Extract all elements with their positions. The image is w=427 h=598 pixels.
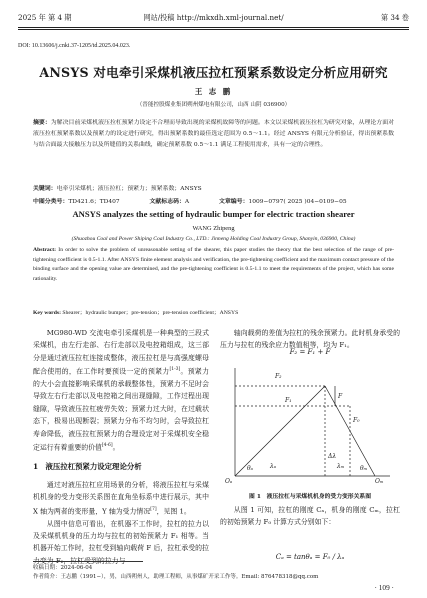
force-deformation-figure [225,364,395,484]
label-lambda-m: λₘ [337,463,345,470]
abstract-cn-text: 为解决目前采煤机液压拉杠预紧力设定不合理而导致出现的采煤机故障等的问题。本文以采煤机液压拉杠为研究对象，从理论方面对液压拉杠预紧系数以及预紧力的设定进行研究，得出预紧系数的最佳选定范围为 0.5～1.1。经过 ANSYS 有限元分析验证，得出预紧系数与结合面最大接触压力以及所缝值的关系曲线，确定预紧系数 0.5～1.1 满足工程使用需求，具有一定的合理性。 [33,120,395,148]
abstract-en [33,246,394,284]
intro-paragraph: MG980-WD 交流电牵引采煤机是一种典型的三段式采煤机，由左行走部、右行走部以及电控箱组成，这三部分是通过液压拉杠连接成整体，液压拉杠是与高强度螺母配合使用的，在工作时要预设一定的预紧力[1-3]。预紧力的大小会直接影响采煤机的承载整体性，预紧力不足时会导致左右行走部以及电控箱之间出现缝隙，工作过程出现缝隙，导致液压拉杠疲劳失效；预紧力过大时，在过载状态下，极易出现断裂；预紧力分布不均匀时，会导致拉杠寿命降低，液压拉杠预紧力的合理设定对于采煤机安全稳定运行有着重要的价值[4-6]。 [33,329,210,452]
equation-2: Cₐ = tanθₐ = F₀ / λₐ [275,553,345,561]
affiliation-cn: （晋能控股煤业集团朔州煤电有限公司，山西 山阴 036900） [136,102,291,108]
page-number: · 109 · [374,583,394,592]
label-f0: F₀ [353,417,360,424]
right-paragraph-2: 从图 1 可知，拉杠的刚度 Cₐ，机身的刚度 Cₘ，拉杠的初始预紧力 F₀ 计算方式分别如下： [220,506,400,527]
label-om: Oₘ [375,478,384,484]
label-delta-lambda: Δλ [328,453,337,460]
doi: DOI: 10.13606/j.cnki.37-1205/td.2025.04.023. [18,43,131,49]
document-code: 文献标志码：A [149,198,190,205]
section1-paragraph-1: 通过对液压拉杠应用场景的分析，将液压拉杠与采煤机机身的受力变形关系图在直角坐标系中进行展示，其中 X 轴为两者的变形量，Y 轴为受力情况[7]，见图 1。 [33,481,209,516]
label-theta-m: θₘ [360,465,368,472]
footnote-rule [33,561,143,562]
journal-website: 网站/投稿 http://mkxdh.xml-journal.net/ [143,13,284,22]
keywords-cn-label: 关键词： [33,185,57,192]
article-number: 文章编号：1009−0797( 2025 )04−0109−05 [219,198,347,205]
right-paragraph-1: 轴向载荷的差值为拉杠的残余预紧力。此时机身承受的压力与拉杠的残余应力数值相等，均为 F₁。 [220,329,400,350]
keywords-cn-text: 电牵引采煤机；液压拉杠；预紧力；预紧系数；ANSYS [56,186,202,192]
keywords-cn [33,183,394,192]
volume-label: 第 34 卷 [380,13,409,22]
paper-title-cn: ANSYS 对电牵引采煤机液压拉杠预紧系数设定分析应用研究 [39,65,388,80]
label-f: F [338,393,343,400]
body-left-column [33,327,209,567]
body-right-column-bottom [220,504,400,529]
header-rule-thin [18,29,409,30]
figure-1-caption: 图 1 液压拉杠与采煤机机身的受力变形关系图 [249,494,371,500]
label-oa: Oₐ [225,478,233,484]
label-theta-a: θₐ [247,465,253,472]
label-lambda-a: λₐ [270,463,277,470]
running-header [18,13,409,25]
keywords-en [33,307,394,316]
author-bio: 作者简介：王志鹏（1991−），男，山西朔州人，助理工程师，从事煤矿开采工作等。Email: 876478318@qq.com [33,573,319,580]
section1-paragraph-2: 从图中信息可看出，在机器不工作时，拉杠的拉力以及采煤机机身的压力均与拉杠的初始预紧力 F₁ 相等。当机器开始工作时，拉杠受到轴向载荷 F 后，拉杠承受的拉力变为 F₂，拉杠受到的拉力与 [33,519,209,565]
keywords-en-label: Key words: [33,310,61,316]
citation: [7] [150,506,157,512]
header-rule [18,27,409,28]
bolt-stiffness-line [235,386,325,476]
abstract-en-text: In order to solve the problem of unreasonable setting of the shearer, this paper studies the theory that the best selection of the range of pre-tightening coefficient is 0.5-1.1. After ANSYS finite element analysis and verification, the pre-tightening coefficient and the maximum contact pressure of the binding surface and the opening value are determined, and the pre-tightening coefficient is 0.5-1.1 to meet the requirements of the project, which has some rationality. [33,247,394,282]
author-en: WANG Zhipeng [192,225,235,232]
abstract-cn [33,117,394,151]
abstract-cn-label: 摘要： [33,119,51,126]
keywords-en-text: Shearer；hydraulic bumper；pre-tension；pre-tension coefficient；ANSYS [60,310,239,316]
section-heading-1: 1 液压拉杠预紧力设定理论分析 [33,461,142,471]
affiliation-en: (Shuozhou Coal and Power Shiping Coal Industry Co., LTD.: Jinneng Holding Coal Industry Group, Shanyin, 036900, China) [71,236,356,242]
equation-1: F₂ = F₁ + F [289,348,331,356]
clc-number: 中图分类号：TD421.6；TD407 [33,198,120,205]
label-f1: F₁ [285,397,292,404]
issue-label: 2025 年 第 4 期 [18,13,72,22]
citation: [1-3] [169,367,181,373]
footnote [33,564,394,581]
abstract-en-label: Abstract: [33,247,57,253]
citation: [4-6] [101,442,113,448]
label-f2: F₂ [275,373,282,380]
classification-row [33,196,394,205]
received-date: 收稿日期：2024-06-04 [33,565,93,571]
paper-title-en: ANSYS analyzes the setting of hydraulic bumper for electric traction shearer [72,209,355,219]
author-cn: 王 志 鹏 [194,87,233,96]
